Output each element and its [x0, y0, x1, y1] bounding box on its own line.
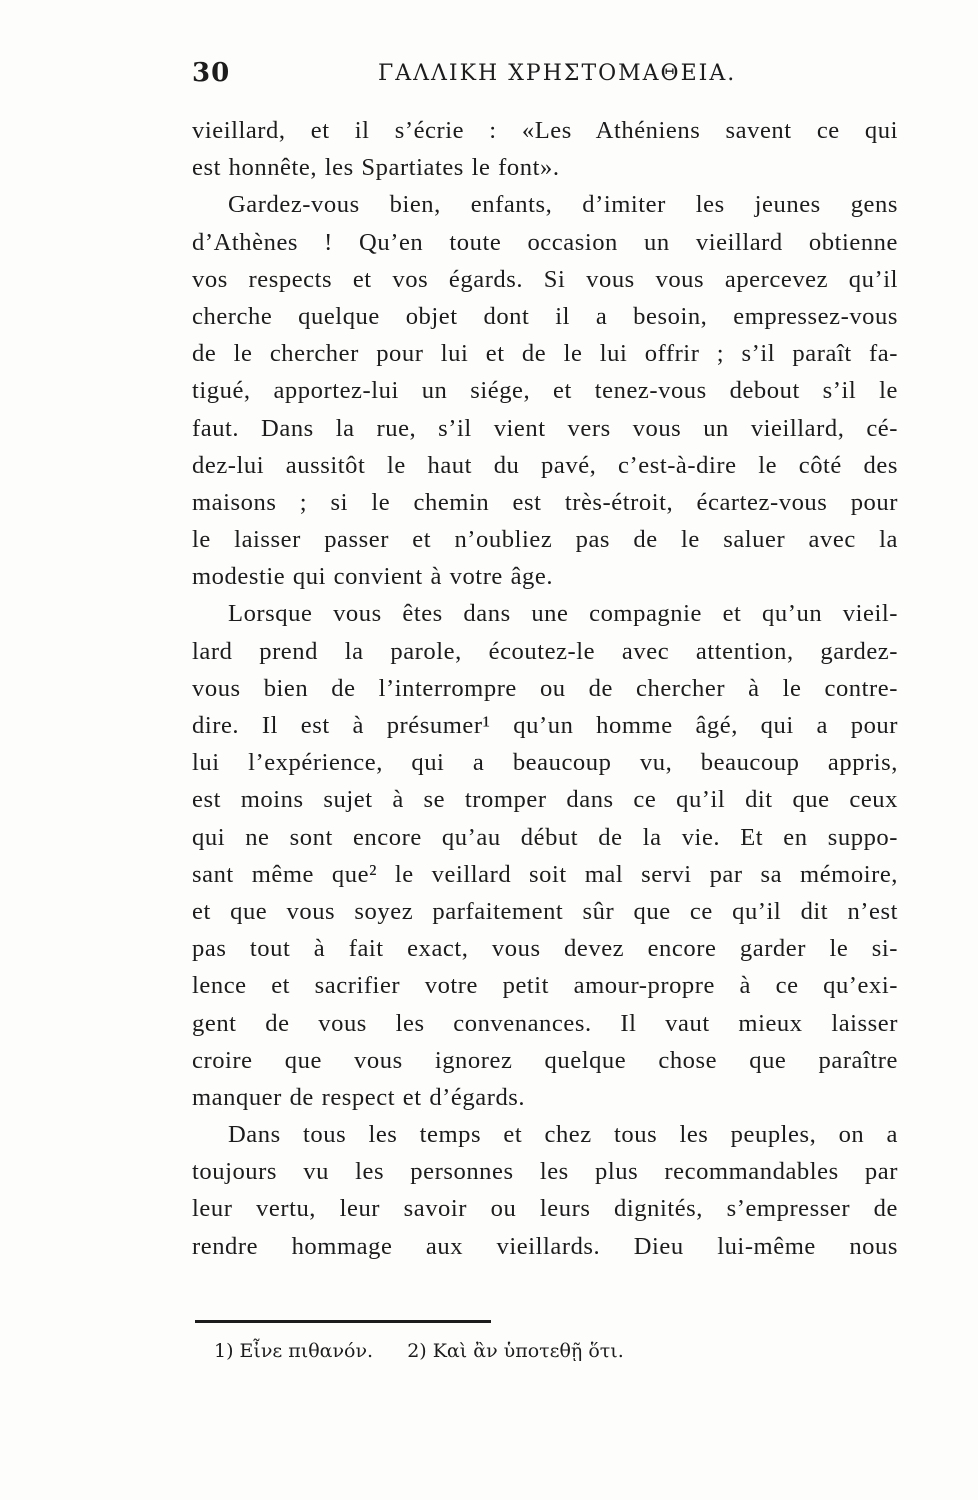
text-line: et que vous soyez parfaitement sûr que ce qu’il dit n’est	[192, 897, 898, 925]
page-header	[192, 58, 898, 90]
footnote-1: 1) Εἶνε πιθανόν.	[214, 1340, 374, 1362]
text-line: gent de vous les convenances. Il vaut mieux laisser	[192, 1009, 898, 1037]
text-line: est honnête, les Spartiates le font».	[192, 154, 560, 182]
text-line: maisons ; si le chemin est très-étroit, écartez-vous pour	[192, 488, 898, 516]
text-line: pas tout à fait exact, vous devez encore garder le si-	[192, 935, 898, 963]
text-line: rendre hommage aux vieillards. Dieu lui-même nous	[192, 1232, 898, 1260]
text-line: Lorsque vous êtes dans une compagnie et qu’un vieil-	[228, 600, 898, 628]
text-line: toujours vu les personnes les plus recommandables par	[192, 1158, 898, 1186]
text-line: d’Athènes ! Qu’en toute occasion un vieillard obtienne	[192, 228, 898, 256]
text-line: vos respects et vos égards. Si vous vous apercevez qu’il	[192, 265, 898, 293]
text-line: dire. Il est à présumer¹ qu’un homme âgé, qui a pour	[192, 712, 898, 739]
page-number: 30	[192, 58, 231, 88]
text-line: Dans tous les temps et chez tous les peuples, on a	[228, 1121, 898, 1149]
text-line: manquer de respect et d’égards.	[192, 1083, 526, 1111]
text-line: sant même que² le veillard soit mal servi par sa mémoire,	[192, 860, 898, 888]
text-line: cherche quelque objet dont il a besoin, empressez-vous	[192, 302, 898, 330]
text-line: Gardez-vous bien, enfants, d’imiter les jeunes gens	[228, 191, 898, 219]
text-line: vous bien de l’interrompre ou de chercher à le contre-	[192, 674, 898, 702]
text-line: le laisser passer et n’oubliez pas de le saluer avec la	[192, 526, 898, 554]
text-line: modestie qui convient à votre âge.	[192, 563, 554, 591]
text-line: est moins sujet à se tromper dans ce qu’il dit que ceux	[192, 786, 898, 814]
text-line: lard prend la parole, écoutez-le avec attention, gardez-	[192, 637, 898, 665]
body-text	[192, 112, 898, 1265]
text-line: qui ne sont encore qu’au début de la vie. Et en suppo-	[192, 823, 898, 851]
footnote-rule	[195, 1320, 491, 1323]
text-line: dez-lui aussitôt le haut du pavé, c’est-à-dire le côté des	[192, 451, 898, 479]
footnotes	[214, 1340, 624, 1362]
text-line: lui l’expérience, qui a beaucoup vu, beaucoup appris,	[192, 749, 898, 777]
text-line: lence et sacrifier votre petit amour-propre à ce qu’exi-	[192, 972, 898, 1000]
text-line: croire que vous ignorez quelque chose que paraître	[192, 1046, 898, 1074]
text-line: tigué, apportez-lui un siége, et tenez-vous debout s’il le	[192, 377, 898, 405]
text-line: faut. Dans la rue, s’il vient vers vous un vieillard, cé-	[192, 414, 898, 442]
text-line: leur vertu, leur savoir ou leurs dignités, s’empresser de	[192, 1195, 898, 1223]
footnote-2: 2) Καὶ ἂν ὑποτεθῇ ὅτι.	[407, 1340, 624, 1362]
text-line: vieillard, et il s’écrie : «Les Athéniens savent ce qui	[192, 117, 898, 144]
running-title: ΓΑΛΛΙΚΗ ΧΡΗΣΤΟΜΑΘΕΙΑ.	[378, 61, 737, 86]
text-line: de le chercher pour lui et de le lui offrir ; s’il paraît fa-	[192, 340, 898, 368]
